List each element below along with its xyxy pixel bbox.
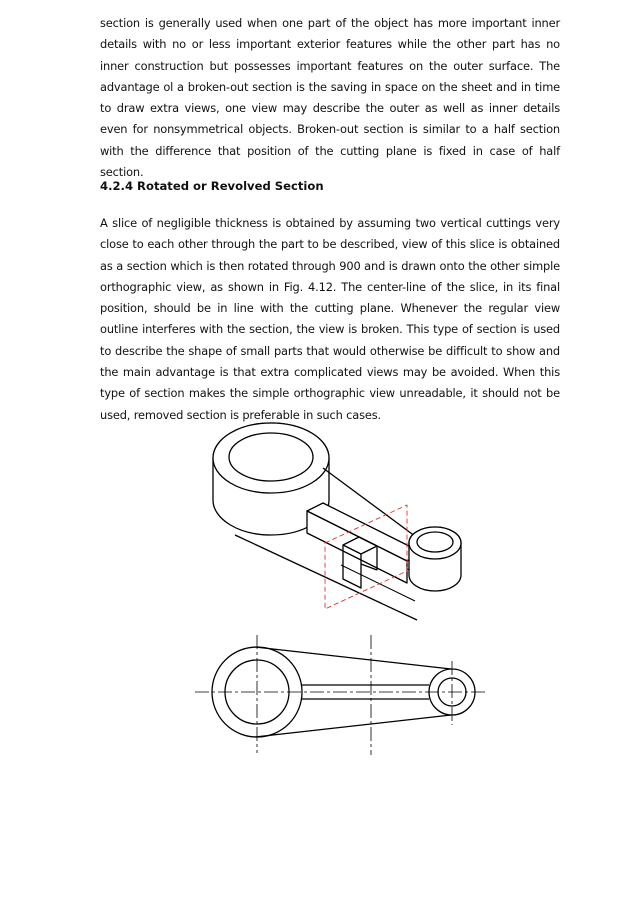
- figure-drawing: [195, 413, 495, 773]
- paragraph-revolved-section: A slice of negligible thickness is obtained by assuming two vertical cuttings very close to each other through the part to be described, view of this slice is obtained as a section which is then rotated through 900 and is drawn onto the other simple orthographic view, as shown in Fig. 4.12. The center-line of the slice, in its final position, should be in line with the cutting plane. Whenever the regular view outline interferes with the section, the view is broken. This type of section is used to describe the shape of small parts that would otherwise be difficult to show and the main advantage is that extra complicated views may be avoided. When this type of section makes the simple orthographic view unreadable, it should not be used, removed section is preferable in such cases.: [100, 216, 560, 422]
- center-lines: [195, 635, 485, 755]
- small-boss: [409, 527, 461, 591]
- paragraph-broken-out-section: section is generally used when one part of the object has more important inner details with no or less important exterior features while the other part has no inner construction but possesses important features on the outer surface. The advantage ol a broken-out section is the saving in space on the sheet and in time to draw extra views, one view may describe the outer as well as inner details even for nonsymmetrical objects. Broken-out section is similar to a half section with the difference that position of the cutting plane is fixed in case of half section.: [100, 16, 560, 180]
- section-heading: 4.2.4 Rotated or Revolved Section: [100, 179, 324, 193]
- revolved-section-figure: [195, 413, 495, 773]
- isometric-view: [213, 423, 461, 620]
- orthographic-view: [195, 635, 485, 755]
